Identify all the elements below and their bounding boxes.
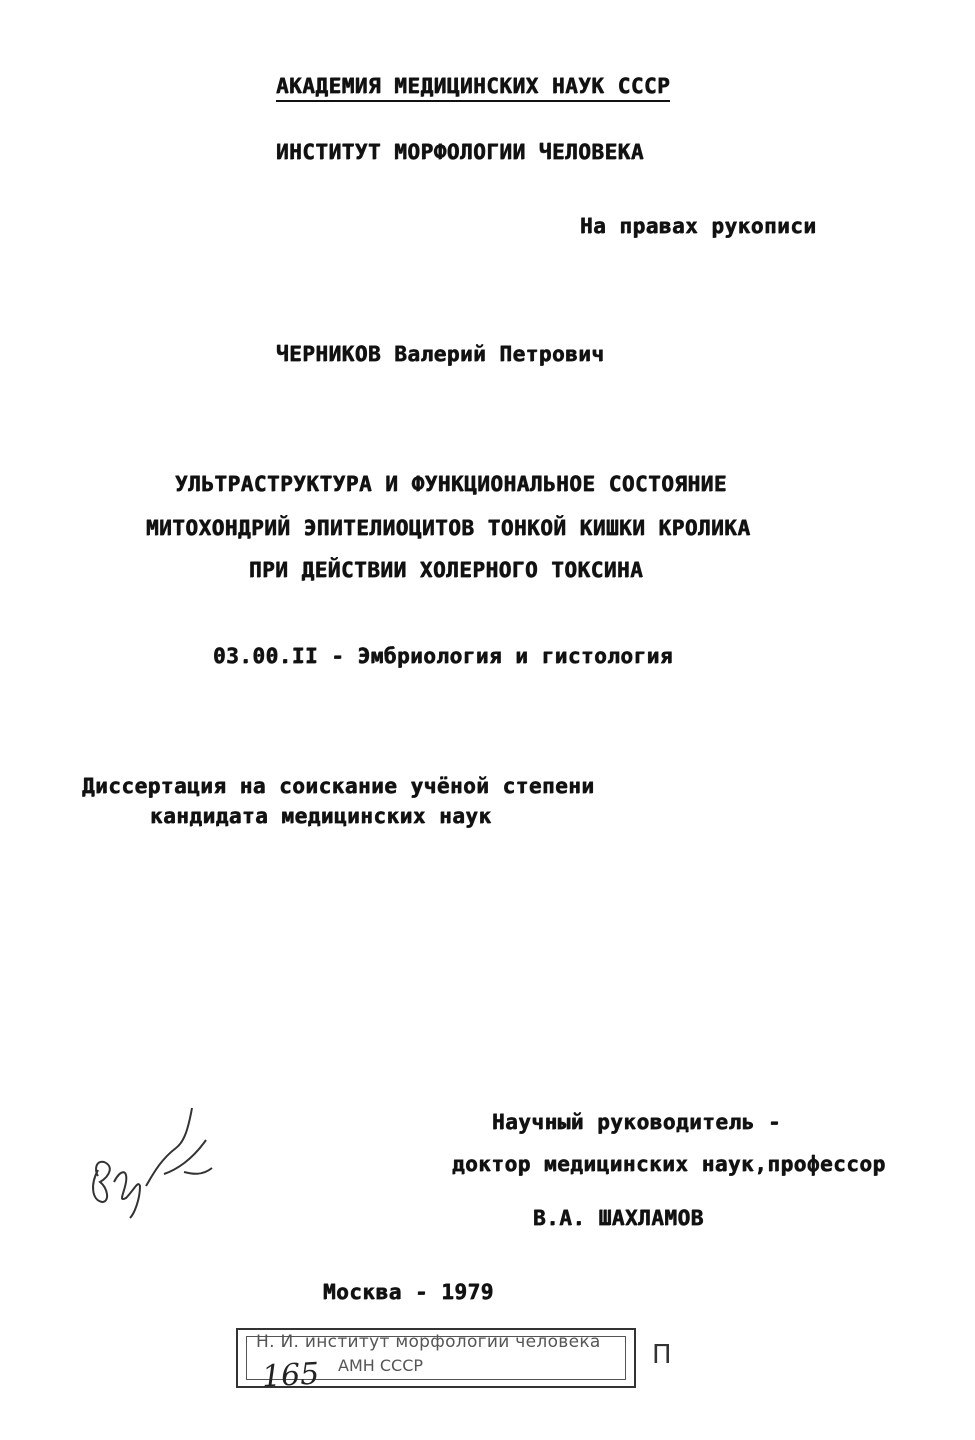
title-line-1: УЛЬТРАСТРУКТУРА И ФУНКЦИОНАЛЬНОЕ СОСТОЯНИЕ (175, 472, 728, 496)
institute-header: ИНСТИТУТ МОРФОЛОГИИ ЧЕЛОВЕКА (276, 140, 645, 164)
supervisor-degree: доктор медицинских наук,профессор (452, 1152, 886, 1176)
manuscript-note: На правах рукописи (580, 214, 817, 238)
supervisor-name: В.А. ШАХЛАМОВ (533, 1206, 704, 1230)
dissertation-line-1: Диссертация на соискание учёной степени (82, 774, 595, 798)
stamp-handwritten-number: 165 (261, 1356, 321, 1395)
title-line-3: ПРИ ДЕЙСТВИИ ХОЛЕРНОГО ТОКСИНА (249, 558, 644, 582)
supervisor-label: Научный руководитель - (492, 1110, 782, 1134)
stamp-mark: П (652, 1340, 672, 1370)
title-line-2: МИТОХОНДРИЙ ЭПИТЕЛИОЦИТОВ ТОНКОЙ КИШКИ КРОЛИКА (146, 516, 751, 540)
stamp-academy-text: АМН СССР (338, 1356, 424, 1375)
specialty-code: 03.00.II - Эмбриология и гистология (213, 644, 674, 668)
author-name: ЧЕРНИКОВ Валерий Петрович (276, 342, 605, 366)
stamp-institute-text: Н. И. институт морфологии человека (256, 1332, 601, 1352)
dissertation-line-2: кандидата медицинских наук (150, 804, 492, 828)
academy-header: АКАДЕМИЯ МЕДИЦИНСКИХ НАУК СССР (276, 74, 670, 102)
handwritten-signature (80, 1090, 230, 1230)
place-year: Москва - 1979 (323, 1280, 494, 1304)
